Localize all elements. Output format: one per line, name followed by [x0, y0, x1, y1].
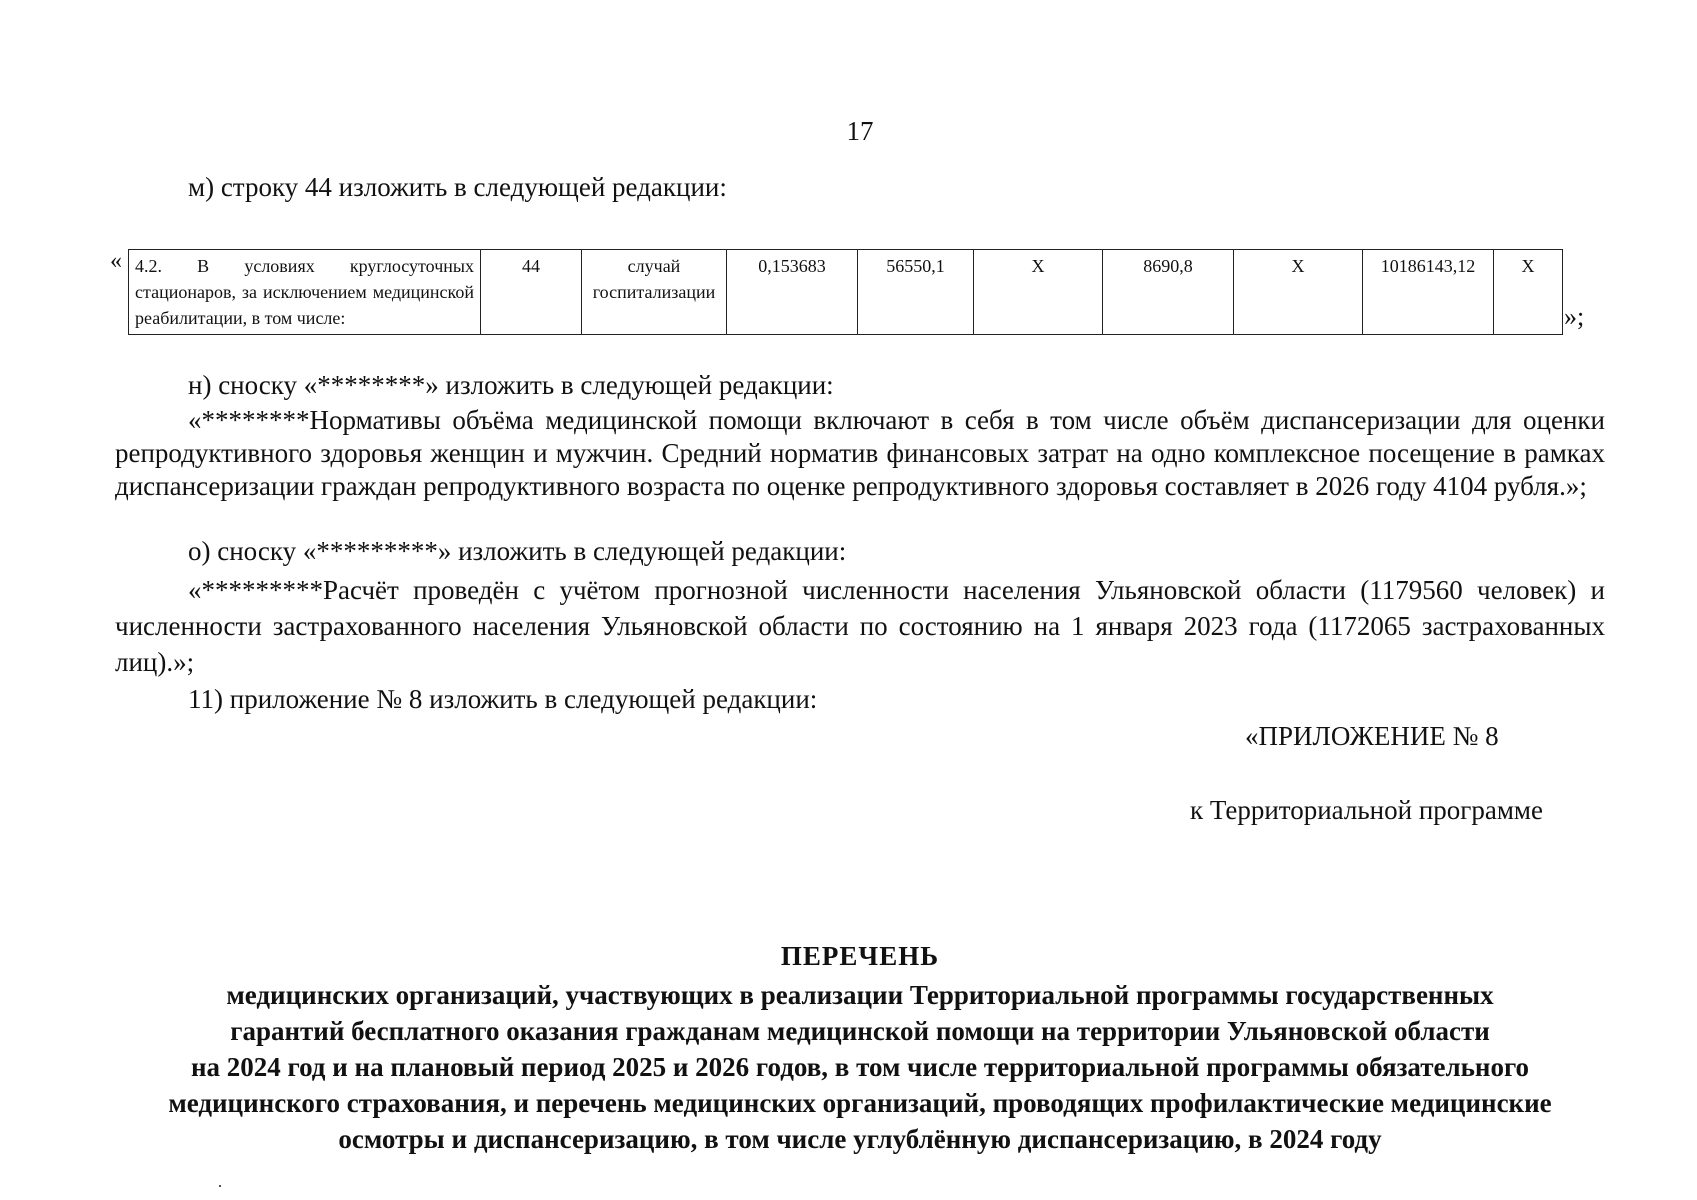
row-line-number-cell: 44: [481, 250, 582, 335]
row-value-cell: 0,153683: [727, 250, 858, 335]
row-value-cell: X: [974, 250, 1103, 335]
heading-line: гарантий бесплатного оказания гражданам медицинской помощи на территории Ульяновской области: [230, 1016, 1490, 1046]
item-n-text: н) сноску «********» изложить в следующей редакции:: [188, 370, 834, 400]
heading-line: осмотры и диспансеризацию, в том числе углублённую диспансеризацию, в 2024 году: [338, 1124, 1382, 1154]
annex-title: «ПРИЛОЖЕНИЕ № 8: [1245, 721, 1499, 751]
table-open-quote: «: [110, 248, 122, 274]
row-value-cell: 10186143,12: [1363, 250, 1494, 335]
footnote-n-paragraph: «********Нормативы объёма медицинской помощи включают в себя в том числе объём диспансеризации для оценки репродуктивного здоровья женщин и мужчин. Средний норматив финансовых затрат на одно комплексное посещение в рамках диспансеризации граждан репродуктивного возраста по оценке репродуктивного здоровья составляет в 2026 году 4104 рубля.»;: [115, 405, 1605, 501]
item-o-text: о) сноску «*********» изложить в следующей редакции:: [188, 536, 847, 566]
scan-speck: [219, 1185, 221, 1187]
item-m-text: м) строку 44 изложить в следующей редакции:: [188, 172, 727, 202]
heading-line: медицинских организаций, участвующих в реализации Территориальной программы государственных: [226, 980, 1494, 1010]
row-value-cell: X: [1494, 250, 1563, 335]
row-name-cell: 4.2. В условиях круглосуточных стационаров, за исключением медицинской реабилитации, в том числе:: [129, 250, 481, 335]
table-row: [129, 250, 1563, 335]
row-value-cell: 8690,8: [1103, 250, 1234, 335]
footnote-o-paragraph: «*********Расчёт проведён с учётом прогнозной численности населения Ульяновской области (1179560 человек) и численности застрахованного населения Ульяновской области по состоянию на 1 января 2023 года (1172065 застрахованных лиц).»;: [115, 575, 1605, 677]
heading-line: на 2024 год и на плановый период 2025 и 2026 годов, в том числе территориальной программы обязательного: [190, 1052, 1530, 1082]
heading-line: медицинского страхования, и перечень медицинских организаций, проводящих профилактические медицинские: [168, 1088, 1552, 1118]
list-heading-body: [100, 977, 1620, 1157]
row-value-cell: 56550,1: [858, 250, 974, 335]
row-value-cell: X: [1234, 250, 1363, 335]
item-11-text: 11) приложение № 8 изложить в следующей редакции:: [188, 684, 818, 714]
table-close-quote: »;: [1564, 302, 1585, 331]
page-number: 17: [846, 116, 874, 146]
row-unit-cell: случай госпитализации: [582, 250, 727, 335]
amendment-table: [128, 249, 1563, 335]
annex-subtitle: к Территориальной программе: [1190, 795, 1543, 825]
list-heading-title: ПЕРЕЧЕНЬ: [780, 941, 940, 971]
